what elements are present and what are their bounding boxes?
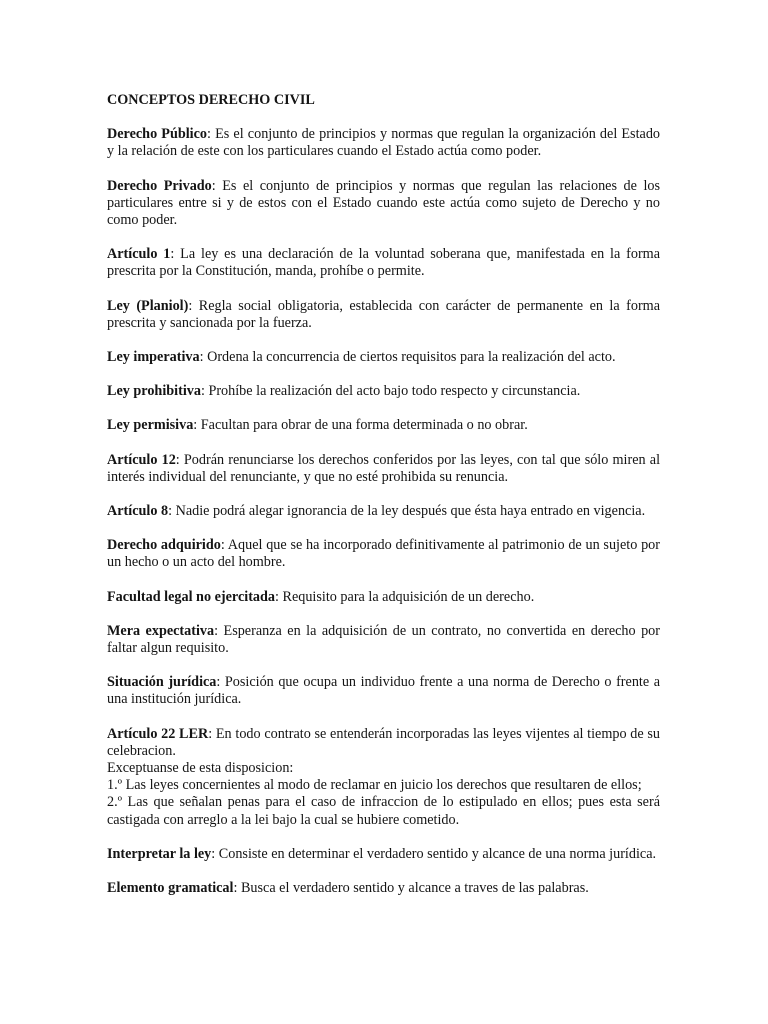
entry-term: Artículo 8 <box>107 503 169 520</box>
entry-derecho-privado <box>107 178 660 230</box>
document-title: CONCEPTOS DERECHO CIVIL <box>107 92 315 108</box>
entry-term: Derecho Privado <box>107 177 212 194</box>
entry-definition: : Posición que ocupa un individuo frente a una norma de Derecho o frente a una institución jurídica. <box>107 674 661 708</box>
entry-definition: : En todo contrato se entenderán incorporadas las leyes vijentes al tiempo de su celebracion. <box>107 725 660 759</box>
entry-definition: : Es el conjunto de principios y normas que regulan las relaciones de los particulares entre si y de estos con el Estado cuando este actúa como sujeto de Derecho y no como poder. <box>107 177 660 229</box>
entry-definition: : Podrán renunciarse los derechos conferidos por las leyes, con tal que sólo miren al interés individual del renunciante, y que no esté prohibida su renuncia. <box>107 451 661 485</box>
entry-term: Interpretar la ley <box>107 845 212 862</box>
entry-extra-line: 2.º Las que señalan penas para el caso de infraccion de lo estipulado en ellos; pues esta será castigada con arreglo a la lei bajo la cual se hubiere cometido. <box>107 794 660 828</box>
entry-articulo-22-ler <box>107 726 660 829</box>
entry-extra-line: Exceptuanse de esta disposicion: <box>107 760 294 777</box>
entry-facultad-legal <box>107 589 660 606</box>
entry-definition: : Facultan para obrar de una forma determinada o no obrar. <box>193 417 528 434</box>
entry-ley-prohibitiva <box>107 383 660 400</box>
entry-ley-planiol <box>107 298 660 332</box>
entry-term: Artículo 22 LER <box>107 725 209 742</box>
entry-term: Situación jurídica <box>107 674 217 691</box>
entry-term: Derecho Público <box>107 126 208 143</box>
entry-mera-expectativa <box>107 623 660 657</box>
entry-derecho-publico <box>107 126 660 160</box>
entry-term: Ley prohibitiva <box>107 383 201 400</box>
entry-elemento-gramatical <box>107 880 660 897</box>
entry-extra-line: 1.º Las leyes concernientes al modo de reclamar en juicio los derechos que resultaren de ellos; <box>107 777 642 794</box>
entry-term: Ley (Planiol) <box>107 297 189 314</box>
entry-articulo-8 <box>107 503 660 520</box>
entry-definition: : Esperanza en la adquisición de un contrato, no convertida en derecho por faltar algun requisito. <box>107 622 660 657</box>
entry-ley-imperativa <box>107 349 660 366</box>
entry-term: Artículo 1 <box>107 246 171 263</box>
entry-ley-permisiva <box>107 417 660 434</box>
entry-articulo-1 <box>107 246 660 280</box>
entry-definition: : Regla social obligatoria, establecida con carácter de permanente en la forma prescrita y sancionada por la fuerza. <box>107 297 660 331</box>
entry-definition: : Busca el verdadero sentido y alcance a traves de las palabras. <box>233 880 589 897</box>
document-page <box>107 92 660 914</box>
entry-definition: : Requisito para la adquisición de un derecho. <box>275 588 535 605</box>
entry-definition: : Consiste en determinar el verdadero sentido y alcance de una norma jurídica. <box>211 845 657 862</box>
entry-term: Ley imperativa <box>107 349 200 366</box>
entry-term: Ley permisiva <box>107 417 194 434</box>
entry-definition: : Nadie podrá alegar ignorancia de la ley después que ésta haya entrado en vigencia. <box>168 503 646 520</box>
entry-definition: : Aquel que se ha incorporado definitivamente al patrimonio de un sujeto por un hecho o un acto del hombre. <box>107 537 660 571</box>
entry-definition: : Es el conjunto de principios y normas que regulan la organización del Estado y la relación de este con los particulares cuando el Estado actúa como poder. <box>107 126 661 160</box>
entry-articulo-12 <box>107 452 660 486</box>
entry-term: Derecho adquirido <box>107 537 221 554</box>
entry-definition: : Prohíbe la realización del acto bajo todo respecto y circunstancia. <box>200 383 581 400</box>
entry-definition: : La ley es una declaración de la voluntad soberana que, manifestada en la forma prescrita por la Constitución, manda, prohíbe o permite. <box>107 246 660 280</box>
entry-interpretar-la-ley <box>107 846 660 863</box>
entry-definition: : Ordena la concurrencia de ciertos requisitos para la realización del acto. <box>199 349 616 366</box>
entry-term: Facultad legal no ejercitada <box>107 588 275 605</box>
entry-term: Elemento gramatical <box>107 880 234 897</box>
entry-term: Artículo 12 <box>107 451 176 468</box>
entry-situacion-juridica <box>107 674 660 708</box>
entry-term: Mera expectativa <box>107 622 215 639</box>
entry-derecho-adquirido <box>107 537 660 571</box>
